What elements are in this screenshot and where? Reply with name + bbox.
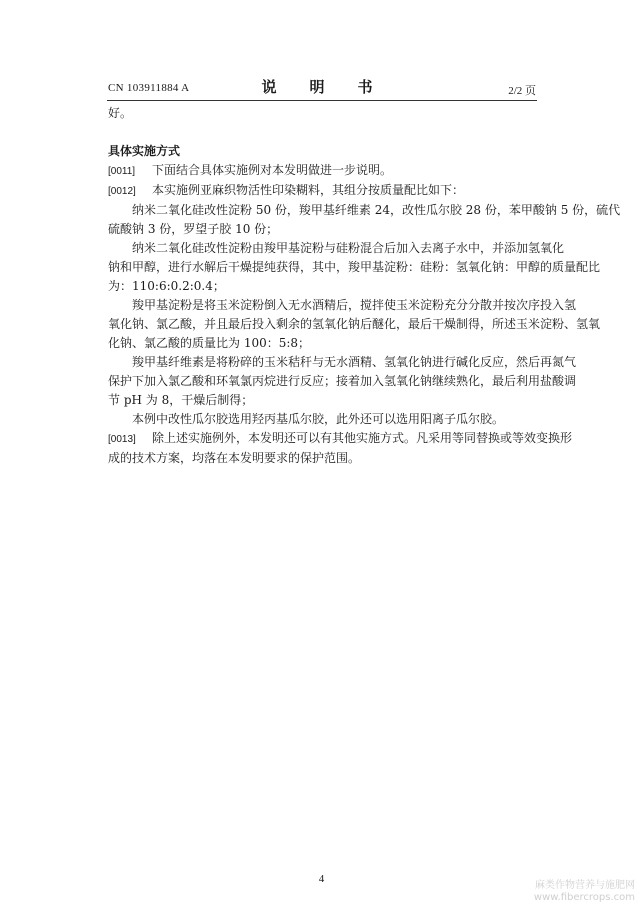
section-heading: 具体实施方式 (108, 144, 181, 158)
document-title: 说 明 书 (261, 78, 382, 96)
watermark (534, 880, 635, 904)
paragraph-line: 纳米二氧化硅改性淀粉由羧甲基淀粉与硅粉混合后加入去离子水中，并添加氢氧化 (132, 241, 565, 255)
paragraph-line: 本实施例亚麻织物活性印染糊料，其组分按质量配比如下： (152, 183, 465, 197)
page-header (0, 76, 643, 100)
header-divider (107, 100, 537, 101)
paragraph-nano-silica (108, 239, 601, 296)
paragraph-line: 保护下加入氯乙酸和环氧氯丙烷进行反应；接着加入氢氧化钠继续熟化，最后利用盐酸调 (108, 374, 577, 388)
paragraph-0012 (108, 181, 538, 201)
paragraph-line: 氧化钠、氯乙酸，并且最后投入剩余的氢氧化钠后醚化，最后干燥制得，所述玉米淀粉、氢氧 (108, 317, 601, 331)
page-number: 4 (318, 873, 325, 885)
paragraph-0013 (108, 429, 573, 468)
paragraph-line: 羧甲基纤维素是将粉碎的玉米秸秆与无水酒精、氢氧化钠进行碱化反应，然后再氮气 (132, 355, 577, 369)
paragraph-line: 除上述实施例外，本发明还可以有其他实施方式。凡采用等同替换或等效变换形 (152, 431, 573, 445)
paragraph-cm-starch (108, 296, 601, 353)
paragraph-line: 节 pH 为 8，干燥后制得； (108, 393, 254, 407)
paragraph-guar-gum (108, 410, 538, 429)
continuation-text: 好。 (108, 106, 133, 120)
paragraph-line: 为：110:6:0.2:0.4； (108, 279, 225, 293)
paragraph-formula (108, 201, 621, 239)
paragraph-line: 成的技术方案，均落在本发明要求的保护范围。 (108, 451, 361, 465)
page-label: 2/2 页 (508, 85, 536, 97)
paragraph-line: 本例中改性瓜尔胶选用羟丙基瓜尔胶，此外还可以选用阳离子瓜尔胶。 (132, 412, 505, 426)
paragraph-number: [0012] (108, 186, 136, 197)
paragraph-line: 化钠、氯乙酸的质量比为 100：5:8； (108, 336, 311, 350)
paragraph-number: [0013] (108, 434, 136, 445)
paragraph-line: 钠和甲醇，进行水解后干燥提纯获得，其中，羧甲基淀粉：硅粉：氢氧化钠：甲醇的质量配比 (108, 260, 601, 274)
paragraph-cm-cellulose (108, 353, 577, 410)
watermark-url: www.fibercrops.com (533, 892, 635, 903)
paragraph-line: 下面结合具体实施例对本发明做进一步说明。 (152, 163, 393, 177)
paragraph-line: 羧甲基淀粉是将玉米淀粉倒入无水酒精后，搅拌使玉米淀粉充分分散并按次序投入氢 (132, 298, 577, 312)
watermark-site-name: 麻类作物营养与施肥网 (535, 880, 635, 891)
paragraph-0011 (108, 161, 538, 181)
paragraph-line: 纳米二氧化硅改性淀粉 50 份，羧甲基纤维素 24，改性瓜尔胶 28 份，苯甲酸钠 5 份，硫代 (132, 203, 621, 217)
document-body (108, 104, 621, 468)
paragraph-line: 硫酸钠 3 份，罗望子胶 10 份； (108, 222, 279, 236)
patent-number: CN 103911884 A (108, 82, 190, 94)
paragraph-number: [0011] (108, 166, 136, 177)
